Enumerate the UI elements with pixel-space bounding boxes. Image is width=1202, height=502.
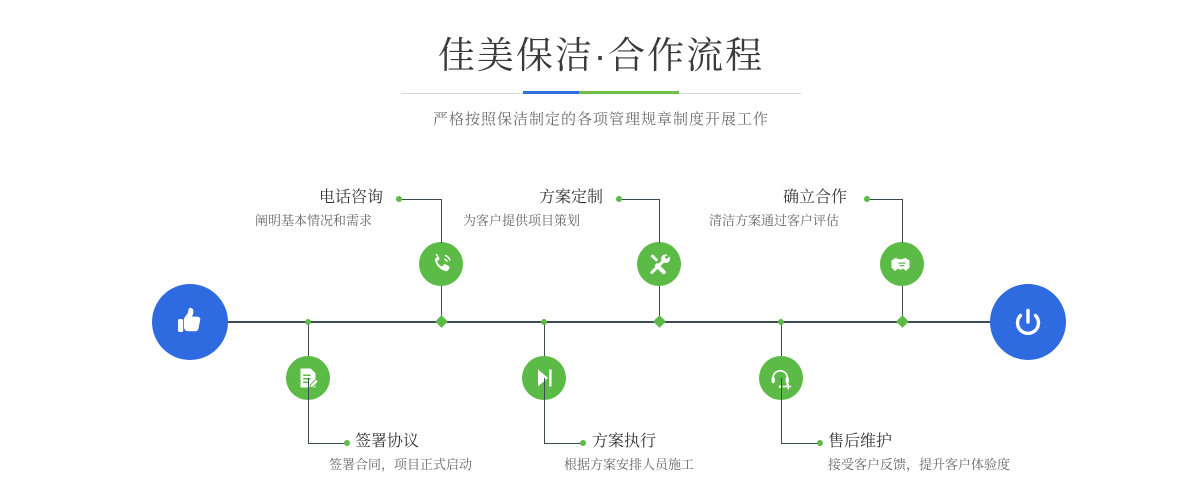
axis-marker-step-5 bbox=[896, 315, 909, 328]
leader-vert-step-4 bbox=[544, 378, 545, 444]
step-desc-2: 签署合同，项目正式启动 bbox=[329, 457, 473, 472]
leader-horiz-step-4 bbox=[544, 443, 582, 444]
axis-marker-step-3 bbox=[653, 315, 666, 328]
step-label-1 bbox=[255, 188, 395, 230]
connector-step-6 bbox=[781, 322, 782, 358]
thumbs-up-icon bbox=[170, 302, 210, 342]
step-title-6: 售后维护 bbox=[828, 433, 893, 450]
axis-marker-step-1 bbox=[435, 315, 448, 328]
step-icon-3 bbox=[637, 242, 681, 286]
tools-icon bbox=[646, 251, 672, 277]
step-icon-1 bbox=[419, 242, 463, 286]
leader-horiz-step-6 bbox=[781, 443, 819, 444]
power-icon bbox=[1008, 302, 1048, 342]
leader-dot-step-4 bbox=[580, 440, 586, 446]
timeline-start-node bbox=[152, 284, 228, 360]
phone-call-icon bbox=[428, 251, 454, 277]
leader-horiz-step-3 bbox=[620, 199, 660, 200]
step-title-2: 签署协议 bbox=[355, 433, 420, 450]
step-label-2 bbox=[329, 432, 473, 474]
step-title-3: 方案定制 bbox=[539, 189, 604, 206]
step-title-1: 电话咨询 bbox=[319, 189, 384, 206]
leader-vert-step-5 bbox=[902, 199, 903, 243]
step-desc-6: 接受客户反馈，提升客户体验度 bbox=[828, 457, 1011, 472]
title-divider bbox=[0, 87, 1202, 99]
step-label-3 bbox=[463, 188, 613, 230]
connector-step-4 bbox=[544, 322, 545, 358]
step-desc-5: 清洁方案通过客户评估 bbox=[709, 213, 840, 228]
page-title: 佳美保洁·合作流程 bbox=[437, 35, 765, 76]
timeline-end-node bbox=[990, 284, 1066, 360]
step-label-6 bbox=[828, 432, 1010, 474]
axis-marker-step-2 bbox=[305, 319, 311, 325]
divider-accent-green bbox=[579, 91, 679, 94]
step-title-5: 确立合作 bbox=[783, 189, 848, 206]
step-icon-5 bbox=[880, 242, 924, 286]
leader-horiz-step-5 bbox=[868, 199, 903, 200]
axis-marker-step-6 bbox=[778, 319, 784, 325]
step-title-4: 方案执行 bbox=[592, 433, 657, 450]
leader-vert-step-6 bbox=[781, 378, 782, 444]
leader-vert-step-2 bbox=[308, 378, 309, 444]
leader-horiz-step-1 bbox=[400, 199, 442, 200]
page-subtitle: 严格按照保洁制定的各项管理规章制度开展工作 bbox=[432, 111, 769, 128]
step-desc-4: 根据方案安排人员施工 bbox=[564, 457, 695, 472]
leader-dot-step-2 bbox=[344, 440, 350, 446]
step-label-5 bbox=[709, 188, 861, 230]
leader-horiz-step-2 bbox=[308, 443, 346, 444]
leader-dot-step-3 bbox=[616, 196, 622, 202]
step-label-4 bbox=[564, 432, 695, 474]
step-desc-1: 阐明基本情况和需求 bbox=[255, 213, 373, 228]
header bbox=[0, 34, 1202, 129]
connector-step-2 bbox=[308, 322, 309, 358]
handshake-icon bbox=[889, 251, 915, 277]
leader-dot-step-6 bbox=[817, 440, 823, 446]
leader-dot-step-5 bbox=[864, 196, 870, 202]
leader-vert-step-3 bbox=[659, 199, 660, 243]
axis-marker-step-4 bbox=[541, 319, 547, 325]
divider-accent-blue bbox=[523, 91, 579, 94]
step-desc-3: 为客户提供项目策划 bbox=[463, 213, 581, 228]
leader-vert-step-1 bbox=[441, 199, 442, 243]
leader-dot-step-1 bbox=[396, 196, 402, 202]
